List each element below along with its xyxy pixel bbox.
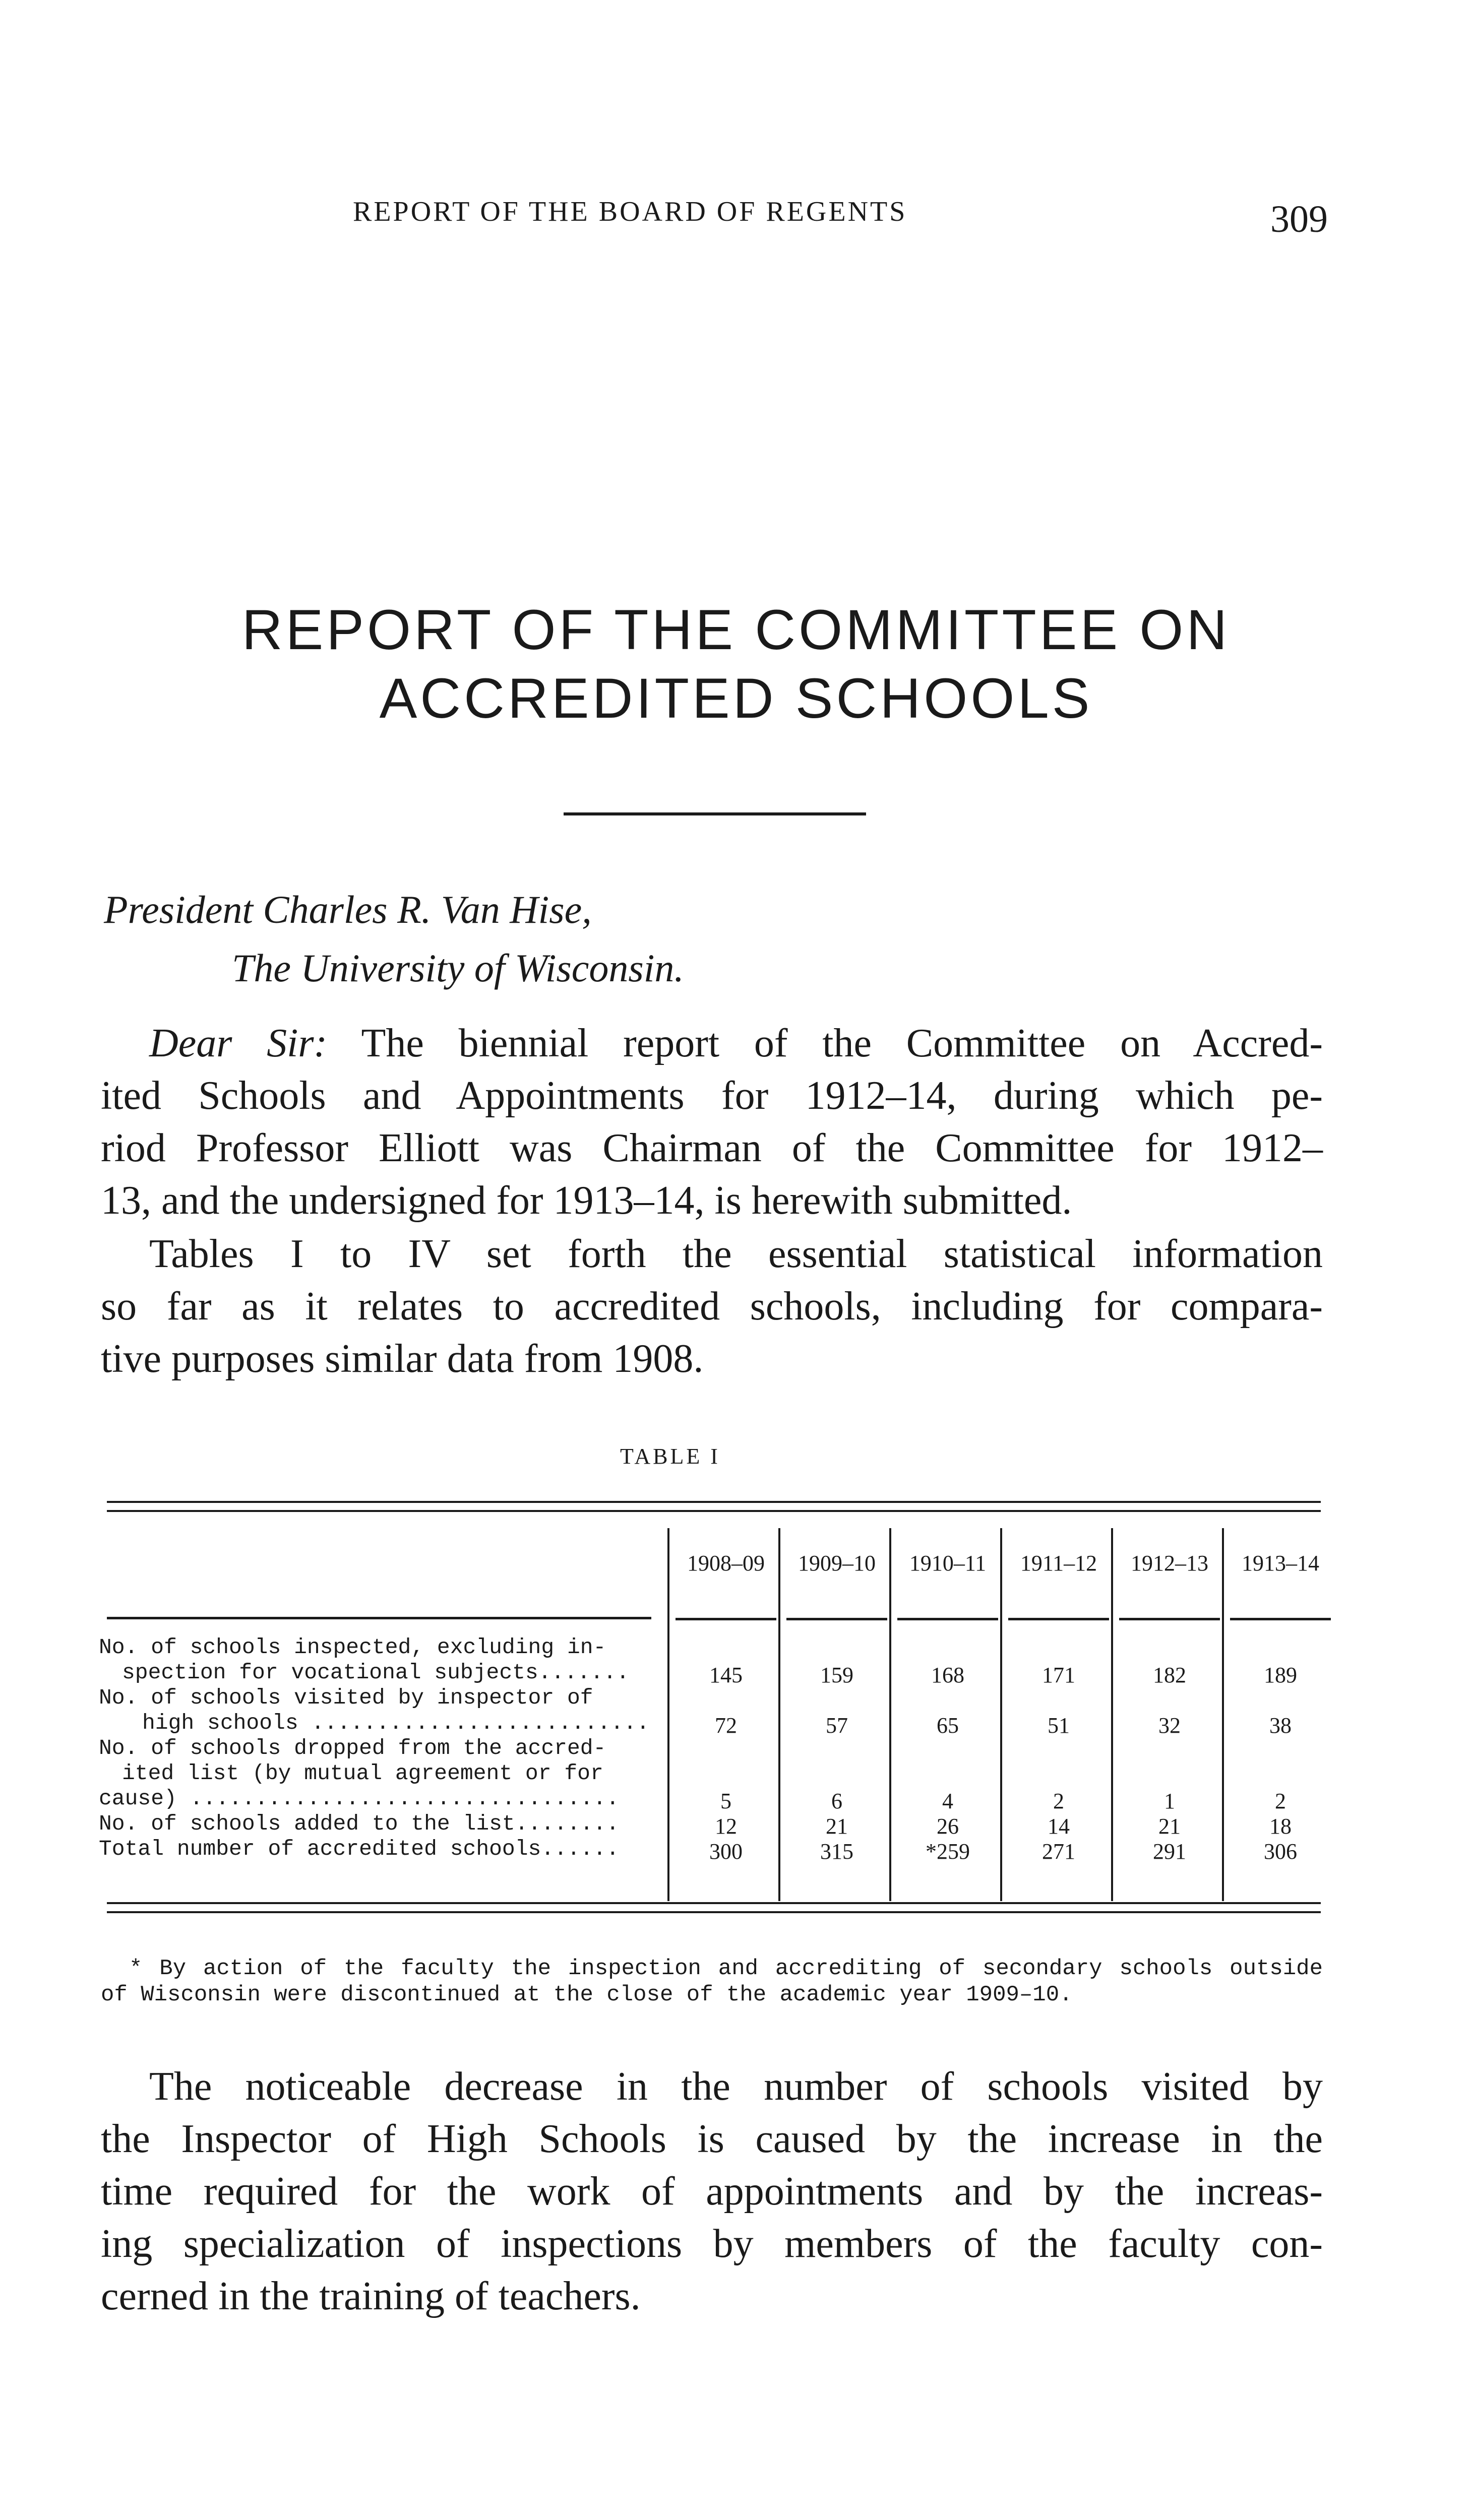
closing-paragraph xyxy=(101,2060,1323,2322)
table-cell: 182 xyxy=(1153,1663,1186,1687)
row-label-line: high schools .......................... xyxy=(142,1711,650,1735)
table-cell: 2 xyxy=(1053,1789,1064,1813)
report-title-line-1: REPORT OF THE COMMITTEE ON xyxy=(241,598,1231,661)
table-cell: 2 xyxy=(1275,1789,1286,1813)
running-header: REPORT OF THE BOARD OF REGENTS xyxy=(353,196,907,227)
addressee-name: President Charles R. Van Hise, xyxy=(104,888,592,931)
row-label-line: spection for vocational subjects....... xyxy=(122,1660,630,1685)
row-label-line: No. of schools inspected, excluding in- xyxy=(99,1635,606,1660)
table-cell: 32 xyxy=(1158,1713,1181,1738)
table-cell: 315 xyxy=(820,1839,853,1864)
report-title-line-2: ACCREDITED SCHOOLS xyxy=(379,667,1093,730)
table-top-rule xyxy=(107,1501,1321,1503)
paragraph-line: tive purposes similar data from 1908. xyxy=(101,1337,704,1381)
table-cell: 300 xyxy=(709,1839,743,1864)
column-header: 1911–12 xyxy=(1020,1551,1097,1576)
table-caption: TABLE I xyxy=(620,1444,720,1469)
row-label-line: No. of schools dropped from the accred- xyxy=(99,1736,606,1760)
table-cell: 145 xyxy=(709,1663,743,1687)
table-cell: 18 xyxy=(1269,1814,1292,1839)
table-cell: 38 xyxy=(1269,1713,1292,1738)
paragraph-line: The noticeable decrease in the number of schools visited by xyxy=(149,2064,1323,2109)
paragraph-line xyxy=(101,1017,1323,1069)
table-cell: 168 xyxy=(931,1663,964,1687)
row-label xyxy=(99,1811,656,1837)
stub-head-rule xyxy=(107,1617,651,1619)
table-cell: 1 xyxy=(1164,1789,1175,1813)
table-cell: 51 xyxy=(1048,1713,1070,1738)
column-separator xyxy=(667,1528,669,1901)
table-cell: 26 xyxy=(937,1814,959,1839)
column-header: 1908–09 xyxy=(687,1551,765,1576)
table-cell: 12 xyxy=(715,1814,737,1839)
paragraph-line: time required for the work of appointments and by the increas- xyxy=(101,2169,1323,2214)
addressee-institution: The University of Wisconsin. xyxy=(232,946,684,990)
column-header-rule xyxy=(897,1618,998,1620)
table-cell: 21 xyxy=(826,1814,848,1839)
row-label-line: No. of schools visited by inspector of xyxy=(99,1685,593,1710)
table-top-rule-inner xyxy=(107,1510,1321,1512)
table-bottom-rule xyxy=(107,1902,1321,1904)
opening-paragraph xyxy=(101,1017,1323,1227)
table-cell: 159 xyxy=(820,1663,853,1687)
table-cell: 271 xyxy=(1042,1839,1075,1864)
column-header-rule xyxy=(1119,1618,1220,1620)
table-cell: 65 xyxy=(937,1713,959,1738)
table-bottom-rule-inner xyxy=(107,1911,1321,1913)
row-label-line: Total number of accredited schools...... xyxy=(99,1837,620,1861)
paragraph-line: ing specialization of inspections by members of the faculty con- xyxy=(101,2222,1323,2266)
row-label xyxy=(99,1837,656,1862)
row-label xyxy=(99,1736,656,1811)
footnote-line: * By action of the faculty the inspection and accrediting of secondary schools outside xyxy=(129,1956,1323,1981)
paragraph-line: 13, and the undersigned for 1913–14, is herewith submitted. xyxy=(101,1178,1072,1223)
paragraph-line: cerned in the training of teachers. xyxy=(101,2274,641,2318)
column-header: 1913–14 xyxy=(1242,1551,1319,1576)
table-cell: 171 xyxy=(1042,1663,1075,1687)
table-cell: 6 xyxy=(831,1789,842,1813)
table-cell: *259 xyxy=(926,1839,970,1864)
paragraph-line: ited Schools and Appointments for 1912–14, during which pe- xyxy=(101,1074,1323,1118)
table-cell: 291 xyxy=(1153,1839,1186,1864)
table-cell: 306 xyxy=(1264,1839,1297,1864)
row-label-line: No. of schools added to the list........ xyxy=(99,1811,620,1836)
paragraph-line: Tables I to IV set forth the essential statistical information xyxy=(149,1232,1323,1276)
row-label xyxy=(99,1685,656,1736)
paragraph-line: the Inspector of High Schools is caused by the increase in the xyxy=(101,2117,1323,2161)
table-cell: 72 xyxy=(715,1713,737,1738)
table-footnote xyxy=(101,1956,1323,2008)
table-cell: 4 xyxy=(942,1789,953,1813)
page-number: 309 xyxy=(1270,198,1328,240)
footnote-line: of Wisconsin were discontinued at the close of the academic year 1909–10. xyxy=(101,1982,1073,2007)
table-cell: 189 xyxy=(1264,1663,1297,1687)
column-header-rule xyxy=(676,1618,776,1620)
column-header: 1910–11 xyxy=(909,1551,987,1576)
table-cell: 57 xyxy=(826,1713,848,1738)
column-header: 1909–10 xyxy=(798,1551,876,1576)
column-header-rule xyxy=(786,1618,887,1620)
column-header-rule xyxy=(1008,1618,1109,1620)
column-header-rule xyxy=(1230,1618,1331,1620)
table-cell: 5 xyxy=(720,1789,731,1813)
title-divider xyxy=(564,812,866,815)
table-cell: 14 xyxy=(1048,1814,1070,1839)
row-label-line: ited list (by mutual agreement or for xyxy=(122,1761,603,1786)
row-label-line: cause) ................................. xyxy=(99,1786,620,1811)
salutation: Dear Sir: xyxy=(149,1021,328,1065)
column-header: 1912–13 xyxy=(1131,1551,1208,1576)
paragraph-line: so far as it relates to accredited schools, including for compara- xyxy=(101,1284,1323,1329)
tables-paragraph xyxy=(101,1228,1323,1385)
row-label xyxy=(99,1635,656,1685)
table-cell: 21 xyxy=(1158,1814,1181,1839)
paragraph-line: riod Professor Elliott was Chairman of the Committee for 1912– xyxy=(101,1126,1323,1170)
paragraph-line-text: The biennial report of the Committee on Accred- xyxy=(327,1021,1323,1065)
